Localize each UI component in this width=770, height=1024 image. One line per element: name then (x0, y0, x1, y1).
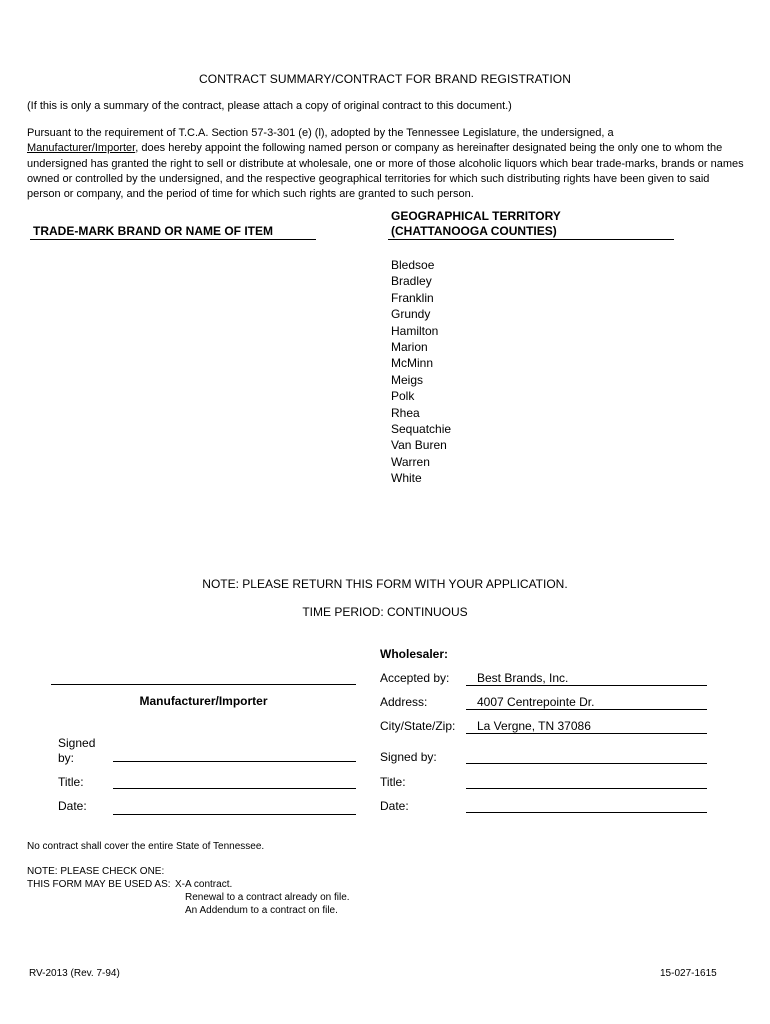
may-be-used-label: THIS FORM MAY BE USED AS: (27, 879, 171, 890)
return-note: NOTE: PLEASE RETURN THIS FORM WITH YOUR APPLICATION. (202, 577, 568, 591)
manufacturer-signature-line[interactable] (113, 761, 356, 762)
wholesaler-title-line[interactable] (466, 788, 707, 789)
county-list (391, 257, 451, 487)
list-item: Bradley (391, 274, 432, 289)
address-label: Address: (380, 695, 428, 709)
document-code: 15-027-1615 (660, 968, 717, 979)
option-contract[interactable]: X-A contract. (175, 879, 233, 890)
list-item: Bledsoe (391, 258, 435, 272)
manufacturer-date-label: Date: (58, 799, 87, 813)
wholesaler-signature-line[interactable] (466, 763, 707, 764)
manufacturer-date-line[interactable] (113, 814, 356, 815)
wholesaler-date-line[interactable] (466, 812, 707, 813)
address-value[interactable]: 4007 Centrepointe Dr. (477, 695, 595, 709)
list-item: Van Buren (391, 438, 447, 453)
manufacturer-title-label: Title: (58, 775, 84, 789)
option-renewal[interactable]: Renewal to a contract already on file. (185, 892, 350, 903)
check-one-note: NOTE: PLEASE CHECK ONE: (27, 866, 165, 877)
time-period: TIME PERIOD: CONTINUOUS (302, 605, 468, 619)
accepted-by-value[interactable]: Best Brands, Inc. (477, 671, 569, 685)
manufacturer-name-line[interactable] (51, 684, 356, 685)
no-contract-note: No contract shall cover the entire State of Tennessee. (27, 841, 265, 852)
signed-label-line1: Signed (58, 736, 96, 750)
wholesaler-heading: Wholesaler: (380, 647, 449, 661)
manufacturer-signed-label (58, 736, 95, 766)
pursuant-text-1: Pursuant to the requirement of T.C.A. Section 57-3-301 (e) (l), adopted by the Tennessee Legislature, the undersigned, a (27, 127, 614, 139)
wholesaler-signed-label: Signed by: (380, 750, 437, 764)
attach-note: (If this is only a summary of the contract, please attach a copy of original contract to this document.) (27, 100, 512, 112)
manufacturer-label: Manufacturer/Importer (139, 694, 268, 708)
pursuant-paragraph (27, 126, 745, 202)
geo-column-header (391, 209, 561, 239)
form-number: RV-2013 (Rev. 7-94) (29, 968, 120, 979)
wholesaler-title-label: Title: (380, 775, 406, 789)
list-item: Grundy (391, 307, 431, 322)
pursuant-underlined: Manufacturer/Importer (27, 142, 136, 155)
brand-column-header: TRADE-MARK BRAND OR NAME OF ITEM (33, 224, 273, 238)
form-title: CONTRACT SUMMARY/CONTRACT FOR BRAND REGISTRATION (199, 72, 571, 86)
manufacturer-title-line[interactable] (113, 788, 356, 789)
list-item: White (391, 471, 422, 486)
accepted-by-label: Accepted by: (380, 671, 450, 685)
accepted-by-line (466, 685, 707, 686)
list-item: Sequatchie (391, 422, 452, 437)
geo-header-line1: GEOGRAPHICAL TERRITORY (391, 209, 561, 223)
list-item: Franklin (391, 290, 434, 305)
brand-header-underline (30, 239, 316, 240)
geo-header-underline (388, 239, 674, 240)
list-item: Meigs (391, 372, 424, 387)
list-item: Marion (391, 340, 428, 355)
wholesaler-date-label: Date: (380, 799, 409, 813)
city-state-zip-label: City/State/Zip: (380, 719, 456, 733)
geo-header-line2: (CHATTANOOGA COUNTIES) (391, 224, 557, 238)
address-line (466, 709, 707, 710)
list-item: Polk (391, 389, 415, 404)
list-item: Rhea (391, 405, 420, 420)
pursuant-text-2: , does hereby appoint the following named person or company as hereinafter designated being the only one to whom the undersigned has granted the right to sell or distribute at wholesale, one or more of those alcoholic liquors which bear trade-marks, brands or names owned or controlled by the undersigned, and the respective geographical territories for which such distributing rights have been given to said person or company, and the period of time for which such rights are granted to such person. (27, 142, 744, 201)
city-state-zip-line (466, 733, 707, 734)
list-item: Hamilton (391, 323, 439, 338)
city-state-zip-value[interactable]: La Vergne, TN 37086 (477, 719, 591, 733)
list-item: McMinn (391, 356, 434, 371)
signed-label-line2: by: (58, 751, 75, 765)
list-item: Warren (391, 454, 430, 469)
option-addendum[interactable]: An Addendum to a contract on file. (185, 905, 338, 916)
